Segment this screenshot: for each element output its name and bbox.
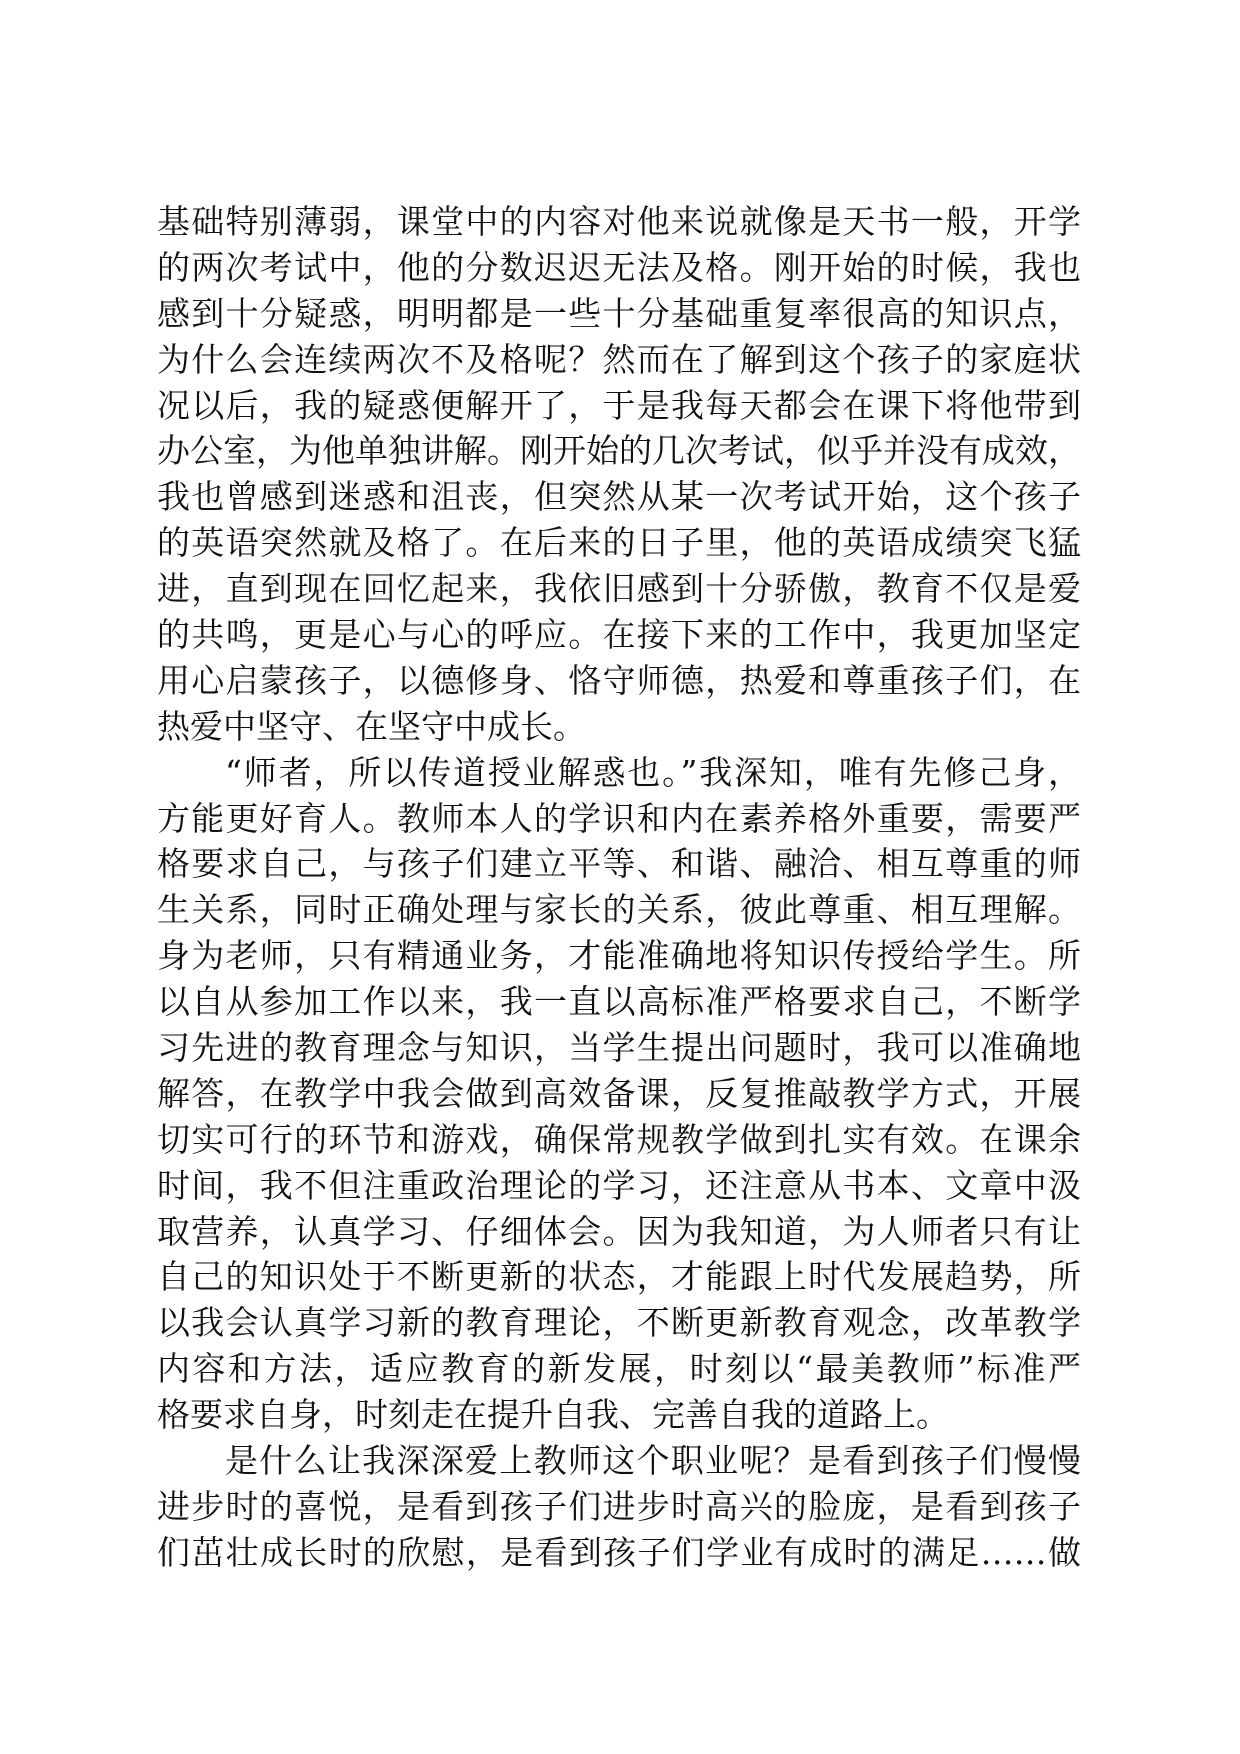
text-line: 是什么让我深深爱上教师这个职业呢？是看到孩子们慢慢 [225, 1441, 1081, 1481]
text-line: 习先进的教育理念与知识，当学生提出问题时，我可以准确地 [157, 1028, 1081, 1068]
paragraph [157, 750, 1081, 1438]
paragraph [157, 199, 1081, 750]
text-line: 取营养，认真学习、仔细体会。因为我知道，为人师者只有让 [157, 1211, 1081, 1251]
text-line: 的英语突然就及格了。在后来的日子里，他的英语成绩突飞猛 [157, 523, 1081, 563]
text-line: 用心启蒙孩子，以德修身、恪守师德，热爱和尊重孩子们，在 [157, 660, 1081, 700]
text-line: 格要求自己，与孩子们建立平等、和谐、融洽、相互尊重的师 [157, 844, 1081, 884]
text-line: 时间，我不但注重政治理论的学习，还注意从书本、文章中汲 [157, 1165, 1081, 1205]
text-line: 的两次考试中，他的分数迟迟无法及格。刚开始的时候，我也 [157, 247, 1081, 287]
text-line: 格要求自身，时刻走在提升自我、完善自我的道路上。 [157, 1395, 949, 1435]
text-line: 办公室，为他单独讲解。刚开始的几次考试，似乎并没有成效， [157, 431, 1081, 471]
text-line: 方能更好育人。教师本人的学识和内在素养格外重要，需要严 [157, 798, 1081, 838]
document-page [157, 199, 1081, 1576]
text-line: 以我会认真学习新的教育理论，不断更新教育观念，改革教学 [157, 1303, 1081, 1343]
text-line: 内容和方法，适应教育的新发展，时刻以“最美教师”标准严 [157, 1349, 1081, 1389]
text-line: 切实可行的环节和游戏，确保常规教学做到扎实有效。在课余 [157, 1119, 1081, 1159]
text-line: 的共鸣，更是心与心的呼应。在接下来的工作中，我更加坚定 [157, 615, 1081, 655]
text-line: 生关系，同时正确处理与家长的关系，彼此尊重、相互理解。 [157, 890, 1081, 930]
text-line: “师者，所以传道授业解惑也。”我深知，唯有先修己身， [225, 752, 1081, 792]
text-line: 自己的知识处于不断更新的状态，才能跟上时代发展趋势，所 [157, 1257, 1081, 1297]
text-line: 基础特别薄弱，课堂中的内容对他来说就像是天书一般，开学 [157, 202, 1081, 241]
paragraph [157, 1438, 1081, 1576]
text-line: 感到十分疑惑，明明都是一些十分基础重复率很高的知识点， [157, 293, 1081, 333]
text-line: 我也曾感到迷惑和沮丧，但突然从某一次考试开始，这个孩子 [157, 477, 1081, 517]
text-line: 进，直到现在回忆起来，我依旧感到十分骄傲，教育不仅是爱 [157, 569, 1081, 609]
text-line: 们茁壮成长时的欣慰，是看到孩子们学业有成时的满足……做 [157, 1532, 1081, 1572]
text-line: 身为老师，只有精通业务，才能准确地将知识传授给学生。所 [157, 936, 1081, 976]
text-line: 热爱中坚守、在坚守中成长。 [157, 706, 586, 746]
text-line: 解答，在教学中我会做到高效备课，反复推敲教学方式，开展 [157, 1073, 1081, 1113]
text-line: 以自从参加工作以来，我一直以高标准严格要求自己，不断学 [157, 982, 1081, 1022]
text-line: 况以后，我的疑惑便解开了，于是我每天都会在课下将他带到 [157, 385, 1081, 425]
text-line: 为什么会连续两次不及格呢？然而在了解到这个孩子的家庭状 [157, 339, 1081, 379]
text-line: 进步时的喜悦，是看到孩子们进步时高兴的脸庞，是看到孩子 [157, 1486, 1081, 1526]
